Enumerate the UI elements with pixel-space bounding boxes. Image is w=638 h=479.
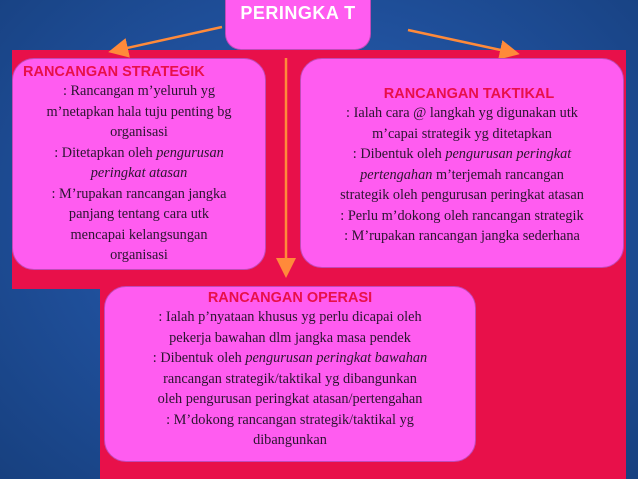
tactical-line: : M’rupakan rancangan jangka sederhana: [344, 228, 580, 244]
title-bubble: [225, 0, 371, 50]
tactical-line: : Ialah cara @ langkah yg digunakan utk: [346, 105, 578, 121]
tactical-line: : Dibentuk oleh pengurusan peringkat: [352, 146, 572, 162]
strategic-line: panjang tentang cara utk: [68, 206, 210, 222]
strategic-line: : Ditetapkan oleh pengurusan: [54, 144, 224, 161]
operational-heading: RANCANGAN OPERASI: [207, 290, 373, 306]
tactical-line: strategik oleh pengurusan peringkat atasan: [340, 187, 584, 203]
diagram-title: PERINGKA T: [240, 3, 356, 23]
operational-line: rancangan strategik/taktikal yg dibangunkan: [163, 370, 417, 387]
strategic-line: mencapai kelangsungan: [70, 226, 208, 243]
tactical-line: m’capai strategik yg ditetapkan: [372, 125, 552, 142]
operational-line: : M’dokong rancangan strategik/taktikal yg: [166, 411, 414, 428]
tactical-heading: RANCANGAN TAKTIKAL: [383, 86, 555, 102]
strategic-line: organisasi: [110, 247, 168, 263]
strategic-box: [12, 58, 266, 270]
operational-line: dibangunkan: [253, 432, 327, 448]
strategic-line: organisasi: [110, 124, 168, 140]
tactical-box: [300, 58, 624, 268]
arrow-to-tactical: [408, 30, 510, 52]
tactical-line: pertengahan m’terjemah rancangan: [360, 166, 564, 183]
arrow-to-strategic: [118, 27, 222, 50]
operational-line: pekerja bawahan dlm jangka masa pendek: [169, 329, 411, 346]
operational-line: oleh pengurusan peringkat atasan/pertengahan: [157, 391, 423, 407]
operational-line: : Dibentuk oleh pengurusan peringkat bawahan: [152, 350, 428, 366]
tactical-line: : Perlu m’dokong oleh rancangan strategik: [340, 207, 584, 224]
strategic-line: : Rancangan m’yeluruh yg: [62, 83, 216, 99]
operational-line: : Ialah p’nyataan khusus yg perlu dicapai oleh: [158, 309, 422, 325]
strategic-line: : M’rupakan rancangan jangka: [51, 185, 227, 202]
operational-box: [104, 286, 476, 462]
strategic-line: peringkat atasan: [90, 165, 188, 181]
strategic-line: m’netapkan hala tuju penting bg: [46, 103, 232, 120]
strategic-heading: RANCANGAN STRATEGIK: [23, 64, 205, 80]
